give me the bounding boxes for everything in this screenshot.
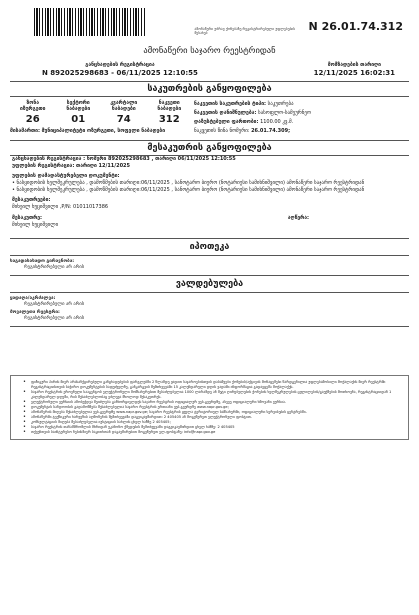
owner-description-label: მესაკუთრე: (12, 215, 42, 221)
footnote-item: • დოკუმენტის სანდოობის გადამოწმება შესაძლებელია საჯარო რეესტრის ერთიანი ვებ-გვერდზე www.napr.gov.ge; (31, 405, 402, 410)
footnote-item: • ამონაწერის მიღება შესაძლებელია ვებ-გვერდზე www.napr.gov.ge; საჯარო რეესტრის ყველა ტერიტორიულ სამსახურში, ოფიციალური სერვისების ცენტრებში. (31, 410, 402, 415)
seizure-value: რეგისტრირებული არ არის (24, 302, 85, 307)
address-label: მისამართი: (10, 128, 40, 134)
area-value: 1100.00 კვ.მ. (260, 119, 294, 125)
document-code-label: ამონაწერი უძრავ ქონებაზე რეგისტრირებული უფლებების შესახებ (194, 27, 296, 35)
previous-number-label: ნაკვეთის წინა ნომერი: (194, 128, 250, 134)
ownership-type-row (194, 100, 409, 109)
mortgage-section (10, 255, 409, 276)
owner-description-row (12, 215, 409, 229)
previous-number-row (194, 127, 409, 136)
document-header (10, 6, 409, 46)
tax-lien-label: საგადასახადო გირავნობა: (10, 259, 75, 264)
basis-document-1: • ნასყიდობის ხელშეკრულება , დამოწმების თარიღი:06/11/2025 , სანოტარო ბიურო (ნოტარიუსი სამიხნიშვილი) ამონაწერი საჯარო რეესტრიდან (12, 180, 365, 186)
encumbrance-section (10, 292, 409, 327)
footnote-item: • ამონაწერში ტექნიკური ხარვეზის აღმოჩენის შემთხვევაში დაგვიკავშირდით: 2 405405 ან მოგვწერეთ ელექტრონული ფოსტით. (31, 415, 402, 420)
footnotes-list (31, 380, 402, 435)
previous-number-value: 26.01.74.309; (251, 128, 291, 134)
mortgage-title: იპოთეკა (189, 242, 230, 252)
property-address (10, 128, 192, 135)
debtors-registry-value: რეგისტრირებული არ არის (24, 316, 85, 321)
ownership-registration-line: განცხადების რეგისტრაცია : ნომერი 892025298683 , თარიღი 06/11/2025 12:10:55 (12, 156, 236, 162)
preparation-date-label: მომზადების თარიღი (327, 62, 381, 68)
purpose-row (194, 109, 409, 118)
property-section-title: საკუთრების განყოფილება (10, 81, 409, 97)
footnote-item: • ფიზიკური პირის მიერ არასანქცირებული განცხადებების ფარგლებში 2 წლამდე ვადით საჯაროებისთვის დასაშვები ქონების/აქტივის მონაცემები წარდგენილია უფლებამოსილი მოქალაქის მიერ რეესტრში რეგისტრაციისთვის საჭირო დოკუმენტების საფუძველზე, განკარგვის შემთხვევაში 15 კალენდარული დღის ვადაში ინფორმაცია გადაეცემა მოქალაქეს. (31, 380, 402, 389)
encumbrance-title: ვალდებულება (175, 279, 244, 289)
zone-header: ზონა იზურგეთი (20, 100, 46, 112)
seizure-label: ყადაღა/აკრძალვა: (10, 296, 56, 301)
application-registration (42, 62, 198, 77)
section-divider (10, 238, 409, 239)
application-registration-value: N 892025298683 - 06/11/2025 12:10:55 (42, 69, 198, 77)
cadastral-code-grid (10, 100, 192, 125)
tax-lien-value: რეგისტრირებული არ არის (24, 265, 85, 270)
basis-document-2: • ნასყიდობის ხელშეკრულება , დამოწმების თარიღი:06/11/2025 , სანოტარო ბიურო (ნოტარიუსი სამიხნიშვილი) ამონაწერი საჯარო რეესტრიდან (12, 187, 365, 193)
footnote-item: • საჯარო რეესტრის თანამშრომლის მხრიდან უკანონო ქმედების შემთხვევაში დაგვიკავშირდით ცხელ ხაზზე: 2 405405 (31, 425, 402, 430)
document-code: N 26.01.74.312 (308, 20, 403, 33)
quarter-value: 74 (116, 114, 131, 125)
parcel-value: 312 (158, 114, 180, 125)
owner-description-value: მიხეილ ხუციშვილი (12, 222, 59, 228)
share-description-label: აღწერა: (287, 215, 309, 221)
debtors-registry-label: მოვალეთა რეესტრი: (10, 310, 60, 315)
barcode-image (34, 8, 146, 36)
purpose-label: ნაკვეთის დანიშნულება: (194, 110, 257, 116)
ownership-section (10, 156, 409, 229)
footnote-item: • თქვენთვის საინტერესო ნებისმიერ საკითხთან დაკავშირებით მოგვწერეთ ელ-ფოსტაზე: info@napr.gov.ge (31, 430, 402, 435)
owner-value: მიხეილ ხუციშვილი ,P/N: 01011017386 (12, 204, 109, 210)
application-registration-label: განცხადების რეგისტრაცია (85, 62, 155, 68)
address-value: მუნიციპალიტეტი ოზურგეთი, სოფელი ნაბადები (41, 128, 166, 134)
footnote-item: • კონსულტაციის მიღება შესაძლებელია იუსტიციის სახლის ცხელ ხაზზე 2 405405; (31, 420, 402, 425)
sector-value: 01 (71, 114, 86, 125)
application-info (10, 62, 409, 77)
footnotes-box (10, 375, 409, 440)
footnote-item: • ელექტრონული ვერსიის ამობეჭდვა შეიძლება განხორციელდეს საჯარო რეესტრის ოფიციალურ ვებ-გვერდზე, ასევე ოფიციალური ხმოვანი ვერსია. (31, 400, 402, 405)
parcel-header: ნაკვეთი ნაბადები (157, 100, 182, 112)
cadastral-code-block (10, 100, 192, 136)
ownership-type-label: ნაკვეთის საკუთრების ტიპი: (194, 101, 267, 107)
ownership-type-value: საკუთრება (267, 101, 294, 107)
area-label: დაზუსტებული ფართობი: (194, 119, 259, 125)
basis-documents-label: უფლების დამადასტურებელი დოკუმენტი: (12, 173, 120, 179)
property-section (10, 100, 409, 136)
area-row (194, 118, 409, 127)
sector-header: სექტორი ნაბადები (66, 100, 91, 112)
quarter-header: კვარტალი ნაბადები (110, 100, 138, 112)
preparation-date (314, 62, 395, 77)
document-title: ამონაწერი საჯარო რეესტრიდან (143, 46, 276, 56)
parcel-details (192, 100, 409, 136)
ownership-section-title: მესაკუთრის განყოფილება (10, 140, 409, 156)
owner-description (12, 215, 58, 229)
ownership-date-line: უფლების რეგისტრაცია: თარიღი 12/11/2025 (12, 163, 131, 169)
preparation-date-value: 12/11/2025 16:02:31 (313, 69, 395, 77)
footnote-item: • საჯარო რეესტრის ეროვნული სააგენტოს ელექტრონული მომსახურებით შესაძლებელია 1000 ლარამდე ან მეტი ღირებულების ქონების ხელშეკრულების ცვლილების/გაუქმების მოთხოვნა, რეგისტრაციიდან 1 კალენდარულ დღეში, რის შესაძლებლობაც ეძლევა მხოლოდ მესაკუთრეს. (31, 390, 402, 399)
document-code-block (195, 20, 403, 36)
purpose-value: სასოფლო-სამეურნეო (258, 110, 311, 116)
zone-value: 26 (25, 114, 40, 125)
owners-label: მესაკუთრეები: (12, 197, 51, 203)
